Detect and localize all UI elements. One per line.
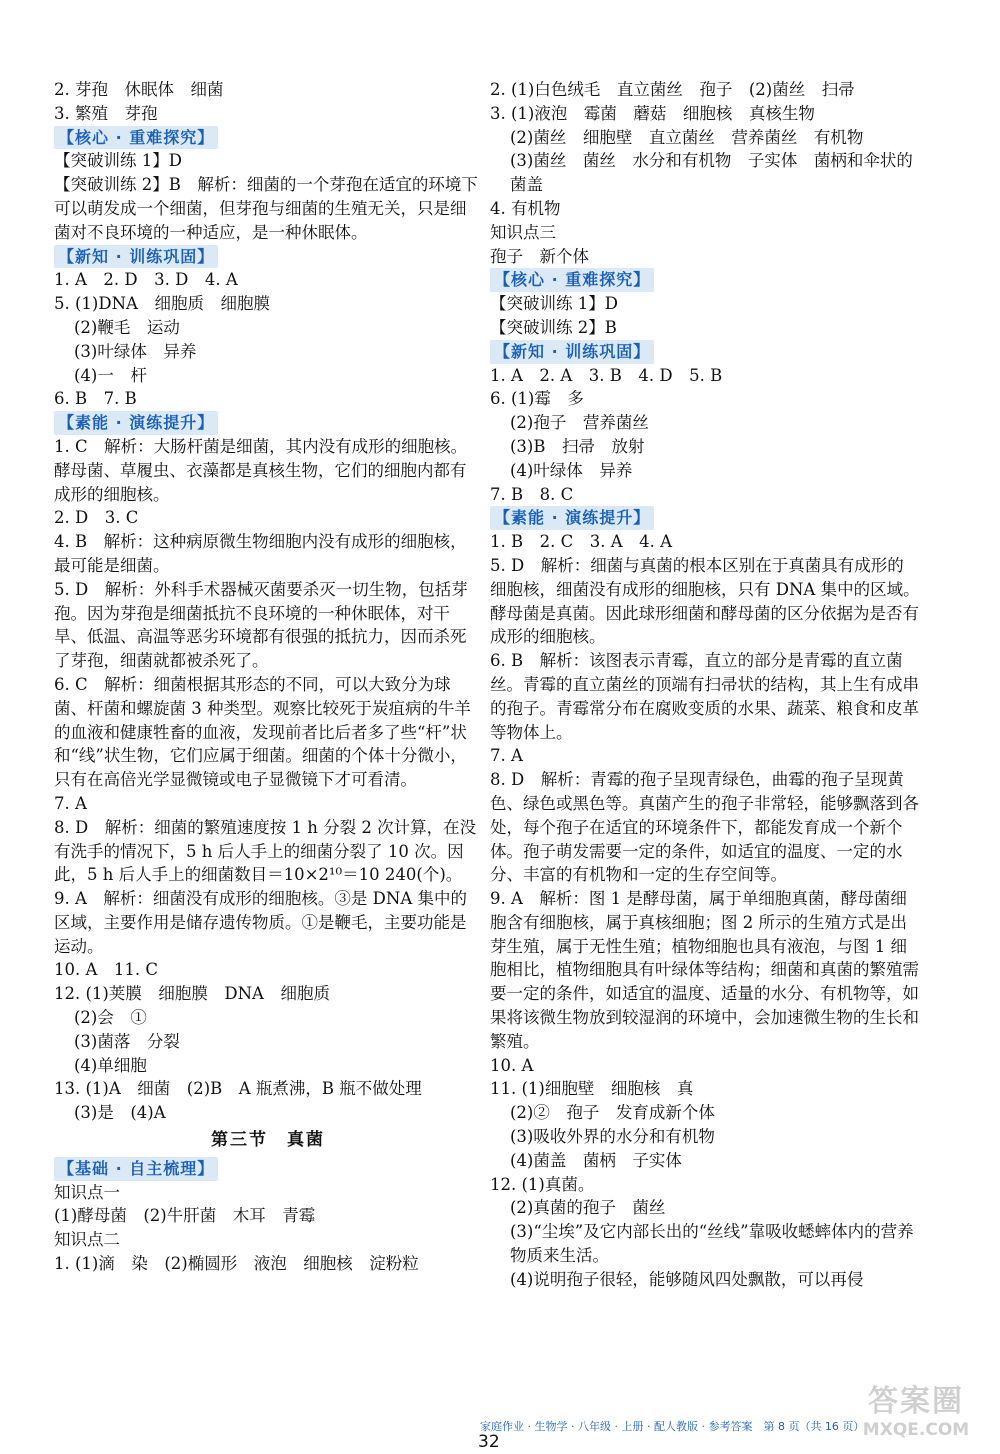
answer-line: 2. (1)白色绒毛 直立菌丝 孢子 (2)菌丝 扫帚	[490, 80, 855, 99]
answer-subline: (4)菌盖 菌柄 子实体	[510, 1150, 682, 1170]
page-number: 32	[478, 1432, 500, 1452]
answer-line: 11. (1)细胞壁 细胞核 真	[490, 1079, 694, 1099]
answer-subline: (2)会 ①	[74, 1008, 147, 1028]
answer-line: 4. 有机物	[490, 198, 561, 218]
answer-line: 【突破训练 2】B 解析：细菌的一个芽孢在适宜的环境下可以萌发成一个细菌，但芽孢与细菌的生殖无关，只是细菌对不良环境的一种适应，是一种休眠体。	[54, 175, 478, 242]
right-column	[490, 78, 920, 1292]
watermark-bottom: MXQE.COM	[862, 1420, 970, 1440]
answer-line: 1. C 解析：大肠杆菌是细菌，其内没有成形的细胞核。酵母菌、草履虫、衣藻都是真核生物，它们的细胞内都有成形的细胞核。	[54, 436, 468, 504]
answer-line: 孢子 新个体	[490, 246, 589, 266]
watermark-top: 答案圈	[868, 1384, 964, 1419]
answer-line: 2. D 3. C	[54, 508, 139, 528]
answer-line: 6. (1)霉 多	[490, 389, 584, 409]
answer-line: 13. (1)A 细菌 (2)B A 瓶煮沸，B 瓶不做处理	[54, 1079, 422, 1099]
section-heading-row	[54, 1157, 482, 1181]
answer-line: 5. D 解析：细菌与真菌的根本区别在于真菌具有成形的细胞核，细菌没有成形的细胞核，只有 DNA 集中的区域。酵母菌是真菌。因此球形细菌和酵母菌的区分依据为是否有成形的细胞核。	[490, 555, 920, 647]
answer-line: 6. B 解析：该图表示青霉，直立的部分是青霉的直立菌丝。青霉的直立菌丝的顶端有扫帚状的结构，其上生有成串的孢子。青霉常分布在腐败变质的水果、蔬菜、粮食和皮革等物体上。	[490, 651, 919, 742]
answer-line: 6. B 7. B	[54, 389, 137, 409]
answer-line: 【突破训练 1】D	[490, 294, 618, 314]
answer-line: 7. A	[54, 793, 87, 813]
section-heading-row	[490, 506, 920, 530]
answer-subline: (4)叶绿体 异养	[510, 460, 633, 480]
footer-banner: 家庭作业 · 生物学 · 八年级 · 上册 · 配人教版 · 参考答案 第 8 页（共 16 页）	[480, 1420, 865, 1433]
answer-subline: (2)菌丝 细胞壁 直立菌丝 营养菌丝 有机物	[510, 127, 864, 147]
answer-line: 12. (1)荚膜 细胞膜 DNA 细胞质	[54, 984, 330, 1004]
section-heading: 【基础 · 自主梳理】	[54, 1157, 218, 1181]
answer-subline: (3)B 扫帚 放射	[510, 436, 645, 456]
answer-line: 9. A 解析：细菌没有成形的细胞核。③是 DNA 集中的区域，主要作用是储存遗传物质。①是鞭毛，主要功能是运动。	[54, 889, 467, 956]
section-heading: 【素能 · 演练提升】	[490, 506, 654, 530]
answer-line: 5. (1)DNA 细胞质 细胞膜	[54, 294, 270, 314]
section-heading: 【核心 · 重难探究】	[54, 126, 218, 150]
answer-line: 7. B 8. C	[490, 484, 574, 504]
answer-line: 1. (1)滴 染 (2)椭圆形 液泡 细胞核 淀粉粒	[54, 1254, 419, 1274]
answer-line: 1. A 2. D 3. D 4. A	[54, 270, 238, 290]
section-heading-row	[54, 411, 482, 435]
answer-subline: (4)单细胞	[74, 1055, 147, 1075]
answer-line: 8. D 解析：细菌的繁殖速度按 1 h 分裂 2 次计算，在没有洗手的情况下，5 h 后人手上的细菌分裂了 10 次。因此，5 h 后人手上的细菌数目＝10×2¹⁰＝10 240(个)。	[54, 817, 477, 885]
section-heading: 【素能 · 演练提升】	[54, 411, 218, 435]
answer-line: 3. 繁殖 芽孢	[54, 103, 158, 123]
answer-line: 1. A 2. A 3. B 4. D 5. B	[490, 365, 723, 385]
answer-subline: (2)孢子 营养菌丝	[510, 413, 649, 433]
answer-line: 【突破训练 1】D	[54, 151, 182, 171]
answer-subline: (2)鞭毛 运动	[74, 317, 180, 337]
watermark-logo	[846, 1385, 986, 1447]
answer-line: 10. A	[490, 1055, 534, 1075]
answer-line: 知识点三	[490, 222, 556, 242]
answer-subline: (4)说明孢子很轻，能够随风四处飘散，可以再侵	[510, 1269, 864, 1289]
section-heading-row	[54, 245, 482, 269]
answer-subline: (3)菌落 分裂	[74, 1031, 180, 1051]
answer-subline: (3)吸收外界的水分和有机物	[510, 1127, 715, 1147]
section-heading-row	[490, 268, 920, 292]
section-heading: 【新知 · 训练巩固】	[54, 245, 218, 269]
answer-line: 2. 芽孢 休眠体 细菌	[54, 80, 224, 99]
answer-line: 10. A 11. C	[54, 960, 159, 980]
section-heading: 【新知 · 训练巩固】	[490, 340, 654, 364]
chapter-title: 第三节 真菌	[211, 1130, 325, 1151]
section-heading-row	[490, 340, 920, 364]
answer-line: 7. A	[490, 746, 523, 766]
answer-line: 9. A 解析：图 1 是酵母菌，属于单细胞真菌，酵母菌细胞含有细胞核，属于真核细胞；图 2 所示的生殖方式是出芽生殖，属于无性生殖；植物细胞也具有液泡，与图 1 细胞相比，植物细胞具有叶绿体等结构；细菌和真菌的繁殖需要一定的条件，如适宜的温度、适量的水分、有机物等，如果将该微生物放到较湿润的环境中，会加速微生物的生长和繁殖。	[490, 889, 919, 1051]
answer-line: 6. C 解析：细菌根据其形态的不同，可以大致分为球菌、杆菌和螺旋菌 3 种类型。观察比较死于炭疽病的牛羊的血液和健康牲畜的血液，发现前者比后者多了些“杆”状和“线”状生物，它们应属于细菌。细菌的个体十分微小，只有在高倍光学显微镜或电子显微镜下才可看清。	[54, 674, 471, 790]
answer-line: 知识点一	[54, 1182, 120, 1202]
answer-line: 8. D 解析：青霉的孢子呈现青绿色，曲霉的孢子呈现黄色、绿色或黑色等。真菌产生的孢子非常轻，能够飘落到各处，每个孢子在适宜的环境条件下，都能发育成一个新个体。孢子萌发需要一定的条件，如适宜的温度、一定的水分、丰富的有机物和一定的生存空间等。	[490, 770, 919, 885]
answer-line: 1. B 2. C 3. A 4. A	[490, 532, 673, 552]
answer-line: 知识点二	[54, 1230, 120, 1250]
answer-line: 4. B 解析：这种病原微生物细胞内没有成形的细胞核，最可能是细菌。	[54, 532, 467, 575]
section-heading-row	[54, 126, 482, 150]
answer-subline: (3)菌丝 菌丝 水分和有机物 子实体 菌柄和伞状的菌盖	[510, 151, 913, 195]
answer-subline: (4)一 杆	[74, 365, 147, 385]
answer-line: 3. (1)液泡 霉菌 蘑菇 细胞核 真核生物	[490, 103, 815, 123]
section-heading: 【核心 · 重难探究】	[490, 268, 654, 292]
answer-subline: (2)② 孢子 发育成新个体	[510, 1103, 715, 1123]
answer-subline: (3)是 (4)A	[74, 1103, 166, 1123]
answer-subline: (3)“尘埃”及它内部长出的“丝线”靠吸收蟋蟀体内的营养物质来生活。	[510, 1222, 914, 1266]
answer-line: (1)酵母菌 (2)牛肝菌 木耳 青霉	[54, 1206, 316, 1226]
answer-subline: (3)叶绿体 异养	[74, 341, 197, 361]
answer-line: 12. (1)真菌。	[490, 1174, 595, 1194]
answer-line: 5. D 解析：外科手术器械灭菌要杀灭一切生物，包括芽孢。因为芽孢是细菌抵抗不良环境的一种休眠体，对干旱、低温、高温等恶劣环境都有很强的抵抗力，因而杀死了芽孢，细菌就都被杀死了。	[54, 579, 468, 671]
left-column	[54, 78, 482, 1276]
answer-line: 【突破训练 2】B	[490, 317, 617, 337]
answer-subline: (2)真菌的孢子 菌丝	[510, 1198, 666, 1218]
